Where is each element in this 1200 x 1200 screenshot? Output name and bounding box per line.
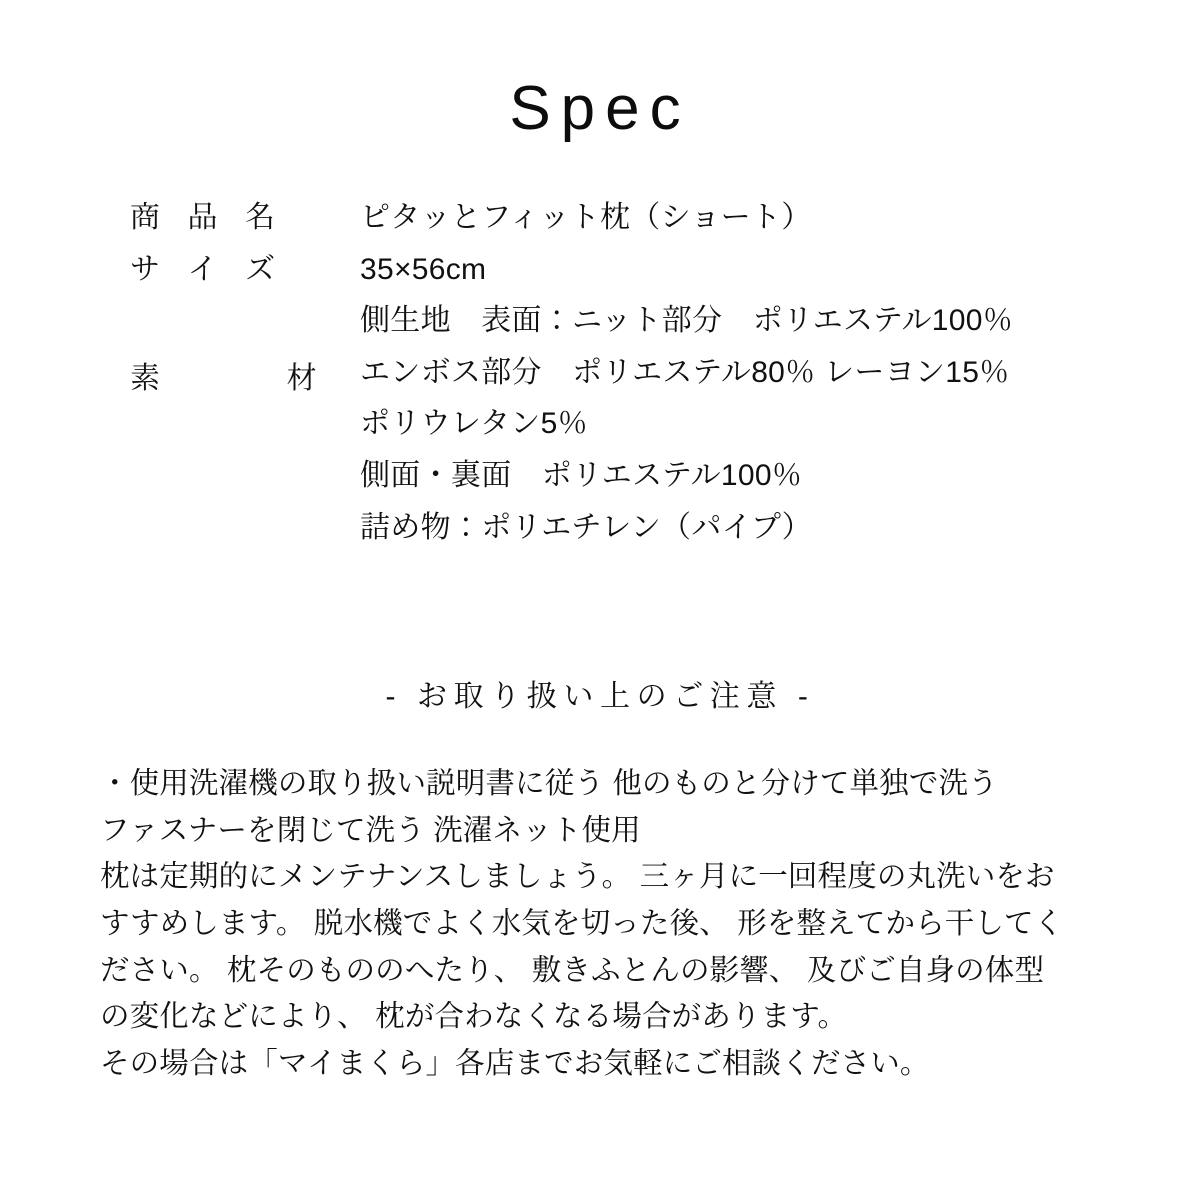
spec-table bbox=[0, 192, 1200, 553]
spec-value-product-name bbox=[360, 192, 1104, 244]
spec-label-size: サ イ ズ bbox=[130, 252, 285, 286]
spec-row-material bbox=[130, 295, 1104, 553]
spec-value-material bbox=[360, 295, 1104, 553]
spec-value-line: 35×56cm bbox=[360, 252, 487, 286]
spec-value-line: 側面・裏面 ポリエステル100％ bbox=[360, 458, 803, 492]
care-notice-line: ファスナーを閉じて洗う 洗濯ネット使用 bbox=[100, 813, 641, 847]
spec-row-product-name bbox=[130, 192, 1104, 244]
care-notice-line: その場合は「マイまくら」各店までお気軽にご相談ください。 bbox=[100, 1046, 930, 1080]
spec-value-line: ポリウレタン5％ bbox=[360, 407, 588, 441]
care-notice-line: ・使用洗濯機の取り扱い説明書に従う 他のものと分けて単独で洗う bbox=[100, 767, 998, 801]
spec-value-line: エンボス部分 ポリエステル80％ レーヨン15％ bbox=[360, 355, 1010, 389]
care-notice-line: ださい。 枕そのもののへたり、 敷きふとんの影響、 及びご自身の体型 bbox=[100, 953, 1045, 987]
spec-value-line: ピタッとフィット枕（ショート） bbox=[360, 201, 812, 234]
care-notice-line: の変化などにより、 枕が合わなくなる場合があります。 bbox=[100, 1000, 848, 1034]
spec-value-line: 側生地 表面：ニット部分 ポリエステル100％ bbox=[360, 304, 1014, 338]
care-notice-line: すすめします。 脱水機でよく水気を切った後、 形を整えてから干してく bbox=[100, 906, 1064, 940]
care-notice-body bbox=[100, 761, 1100, 1087]
care-notice-title: - お取り扱い上のご注意 - bbox=[385, 680, 815, 714]
spec-label-material: 素 材 bbox=[130, 362, 339, 396]
spec-value-size bbox=[360, 244, 1104, 296]
spec-value-line: 詰め物：ポリエチレン（パイプ） bbox=[360, 510, 812, 544]
page-title: Spec bbox=[509, 74, 691, 143]
care-notice-section bbox=[0, 671, 1200, 1087]
spec-row-size bbox=[130, 244, 1104, 296]
care-notice-line: 枕は定期的にメンテナンスしましょう。 三ヶ月に一回程度の丸洗いをお bbox=[100, 860, 1055, 894]
spec-label-product-name: 商 品 名 bbox=[130, 201, 285, 234]
